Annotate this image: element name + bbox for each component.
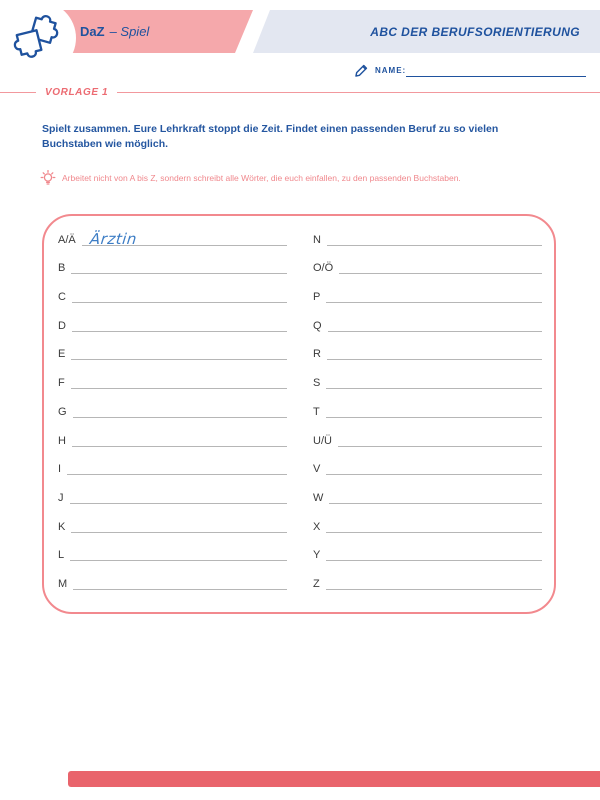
letter-row — [313, 536, 542, 565]
answer-line[interactable] — [326, 395, 542, 418]
letter-label: Y — [313, 549, 321, 562]
answer-line[interactable] — [71, 366, 287, 389]
letter-label: A/Ä — [58, 233, 76, 246]
brand-label — [80, 10, 149, 53]
answer-line[interactable] — [71, 337, 287, 360]
answer-line[interactable] — [70, 538, 287, 561]
answer-line[interactable] — [72, 424, 287, 447]
instructions-line-2: Buchstaben wie möglich. — [42, 138, 169, 151]
letter-label: K — [58, 520, 66, 533]
letter-row — [58, 421, 287, 450]
answer-line[interactable] — [67, 452, 287, 475]
letter-row — [58, 564, 287, 593]
answer-line[interactable] — [71, 510, 287, 533]
answer-line[interactable] — [338, 424, 542, 447]
letter-label: X — [313, 520, 321, 533]
answer-line[interactable] — [326, 567, 542, 590]
letter-row — [313, 335, 542, 364]
answer-line[interactable] — [329, 481, 542, 504]
letter-label: M — [58, 577, 68, 590]
rule-right — [117, 92, 600, 93]
letter-row — [58, 450, 287, 479]
letter-row — [313, 421, 542, 450]
pencil-icon — [354, 62, 370, 78]
handwritten-answer: Ärztin — [88, 229, 138, 248]
page-title: ABC DER BERUFSORIENTIERUNG — [370, 24, 580, 39]
tip-text: Arbeitet nicht von A bis Z, sondern schreibt alle Wörter, die euch einfallen, zu den passenden Buchstaben. — [62, 173, 461, 183]
letter-label: R — [313, 348, 321, 361]
brand-bold: DaZ — [80, 24, 105, 39]
letter-row — [313, 220, 542, 249]
letter-label: F — [58, 377, 65, 390]
answer-line[interactable] — [82, 223, 287, 246]
name-label: NAME: — [375, 65, 407, 75]
letter-row — [58, 507, 287, 536]
letter-label: C — [58, 291, 66, 304]
letter-row — [313, 564, 542, 593]
answer-line[interactable] — [327, 223, 542, 246]
letter-row — [58, 306, 287, 335]
letter-row — [58, 249, 287, 278]
answer-line[interactable] — [327, 337, 542, 360]
answer-line[interactable] — [326, 510, 542, 533]
answer-line[interactable] — [328, 309, 542, 332]
letter-row — [58, 536, 287, 565]
letter-label: U/Ü — [313, 434, 332, 447]
letter-row — [313, 392, 542, 421]
letter-label: G — [58, 405, 67, 418]
answer-line[interactable] — [326, 280, 542, 303]
answer-line[interactable] — [70, 481, 288, 504]
answer-line[interactable] — [326, 452, 542, 475]
letter-label: S — [313, 377, 321, 390]
letter-row — [313, 249, 542, 278]
answer-line[interactable] — [326, 366, 542, 389]
letter-label: L — [58, 549, 65, 562]
answer-line[interactable] — [326, 538, 542, 561]
letter-label: J — [58, 491, 64, 504]
template-rule — [0, 85, 600, 99]
letter-column-left — [58, 220, 287, 593]
letter-label: W — [313, 491, 324, 504]
letter-row — [58, 363, 287, 392]
answer-line[interactable] — [339, 251, 542, 274]
letter-label: T — [313, 405, 320, 418]
answer-line[interactable] — [73, 567, 287, 590]
rule-left — [0, 92, 36, 93]
letter-label: H — [58, 434, 66, 447]
letter-label: V — [313, 463, 321, 476]
letter-row — [58, 335, 287, 364]
name-input-line[interactable] — [406, 76, 586, 77]
letter-row — [58, 478, 287, 507]
letter-label: P — [313, 291, 321, 304]
letter-box — [42, 214, 556, 614]
brand-italic: – Spiel — [109, 24, 150, 39]
letter-column-right — [313, 220, 542, 593]
answer-line[interactable] — [71, 251, 287, 274]
instructions-line-1: Spielt zusammen. Eure Lehrkraft stoppt die Zeit. Findet einen passenden Beruf zu so vielen — [42, 123, 499, 135]
letter-label: E — [58, 348, 66, 361]
letter-row — [313, 478, 542, 507]
tip-row — [40, 170, 461, 186]
footer-bar — [68, 771, 600, 787]
letter-label: Z — [313, 577, 320, 590]
puzzle-icon — [10, 9, 68, 67]
logo-badge — [2, 1, 76, 75]
letter-row — [313, 450, 542, 479]
letter-row — [313, 363, 542, 392]
name-row — [354, 62, 406, 78]
answer-line[interactable] — [72, 309, 287, 332]
letter-label: B — [58, 262, 66, 275]
answer-line[interactable] — [73, 395, 287, 418]
letter-label: O/Ö — [313, 262, 334, 275]
letter-row — [58, 277, 287, 306]
letter-label: I — [58, 463, 62, 476]
letter-row — [313, 507, 542, 536]
lightbulb-icon — [40, 170, 56, 186]
letter-row — [313, 306, 542, 335]
letter-columns — [58, 220, 542, 593]
letter-row — [313, 277, 542, 306]
letter-row — [58, 392, 287, 421]
letter-label: N — [313, 233, 321, 246]
letter-row — [58, 220, 287, 249]
letter-label: D — [58, 319, 66, 332]
instructions-text — [42, 122, 577, 152]
template-label: VORLAGE 1 — [45, 86, 109, 98]
letter-label: Q — [313, 319, 322, 332]
answer-line[interactable] — [72, 280, 287, 303]
